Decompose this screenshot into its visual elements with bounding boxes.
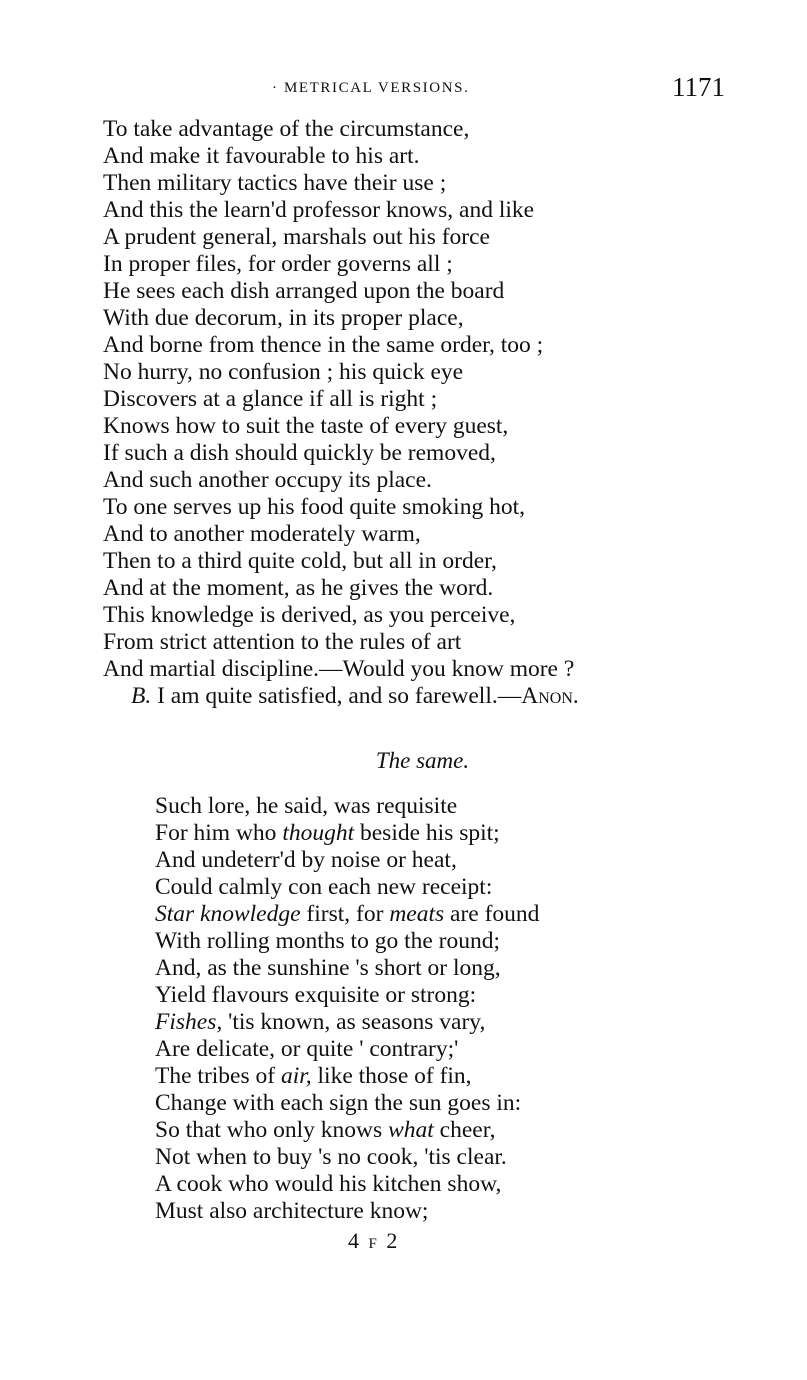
- running-head: [0, 72, 807, 112]
- poem-line: Then military tactics have their use ;: [103, 170, 447, 196]
- poem-a: [103, 116, 579, 710]
- poem-b: [155, 793, 539, 1225]
- poem-line: Discovers at a glance if all is right ;: [103, 386, 438, 412]
- poem-line: Such lore, he said, was requisite: [155, 793, 458, 819]
- poem-line: Not when to buy 's no cook, 'tis clear.: [155, 1144, 507, 1170]
- italic-run: Fishes,: [155, 1009, 223, 1035]
- poem-line: And this the learn'd professor knows, and like: [103, 197, 535, 223]
- italic-run: thought: [282, 820, 355, 846]
- poem-line: To one serves up his food quite smoking hot,: [103, 494, 525, 520]
- poem-line: And such another occupy its place.: [103, 467, 432, 493]
- poem-line: Could calmly con each new receipt:: [155, 874, 493, 900]
- signature-number: 4: [348, 1228, 361, 1253]
- poem-line: [155, 1009, 539, 1036]
- signature-mark: [348, 1228, 399, 1254]
- page-number: 1171: [672, 72, 725, 102]
- text-run: 'tis known, as seasons vary,: [222, 1009, 486, 1035]
- poem-line: [155, 1117, 539, 1144]
- poem-line: Are delicate, or quite ' contrary;': [155, 1036, 459, 1062]
- poem-line: He sees each dish arranged upon the board: [103, 278, 505, 304]
- italic-run: air,: [280, 1063, 312, 1089]
- poem-line: To take advantage of the circumstance,: [103, 116, 470, 142]
- poem-line: No hurry, no confusion ; his quick eye: [103, 359, 464, 385]
- poem-line: And make it favourable to his art.: [103, 143, 420, 169]
- speaker-line: [103, 683, 579, 710]
- text-run: are found: [444, 901, 540, 927]
- poem-line: And to another moderately warm,: [103, 521, 421, 547]
- signature-letter: F: [368, 1236, 379, 1252]
- section-title: The same.: [375, 748, 470, 773]
- poem-line: With due decorum, in its proper place,: [103, 305, 464, 331]
- poem-line: And martial discipline.—Would you know more ?: [103, 656, 575, 682]
- italic-run: what: [388, 1117, 434, 1143]
- poem-line: Knows how to suit the taste of every guest,: [103, 413, 509, 439]
- poem-line: And, as the sunshine 's short or long,: [155, 955, 501, 981]
- poem-line: And borne from thence in the same order, too ;: [103, 332, 544, 358]
- poem-line: A cook who would his kitchen show,: [155, 1171, 502, 1197]
- poem-line: [155, 901, 539, 928]
- poem-line: With rolling months to go the round;: [155, 928, 501, 954]
- speaker-label: B.: [131, 683, 152, 709]
- poem-line: Must also architecture know;: [155, 1198, 429, 1224]
- poem-line: And at the moment, as he gives the word.: [103, 575, 494, 601]
- text-run: The tribes of: [155, 1063, 281, 1089]
- text-run: cheer,: [433, 1117, 496, 1143]
- poem-line: This knowledge is derived, as you perceive,: [103, 602, 516, 628]
- signature-number: 2: [386, 1228, 400, 1253]
- poem-line: Yield flavours exquisite or strong:: [155, 982, 477, 1008]
- attribution: Anon.: [521, 683, 579, 709]
- text-run: beside his spit;: [354, 820, 500, 846]
- running-title: · METRICAL VERSIONS.: [272, 80, 470, 96]
- text-run: like those of fin,: [311, 1063, 472, 1089]
- poem-line: From strict attention to the rules of art: [103, 629, 462, 655]
- poem-line: [155, 1063, 539, 1090]
- poem-line: [155, 820, 539, 847]
- speaker-text: I am quite satisfied, and so farewell.—: [151, 683, 522, 709]
- poem-line: If such a dish should quickly be removed,: [103, 440, 496, 466]
- text-run: first, for: [300, 901, 390, 927]
- poem-line: And undeterr'd by noise or heat,: [155, 847, 457, 873]
- text-run: For him who: [155, 820, 283, 846]
- poem-line: Change with each sign the sun goes in:: [155, 1090, 522, 1116]
- poem-line: In proper files, for order governs all ;: [103, 251, 453, 277]
- text-run: So that who only knows: [155, 1117, 389, 1143]
- italic-run: meats: [389, 901, 445, 927]
- poem-line: A prudent general, marshals out his force: [103, 224, 490, 250]
- italic-run: Star knowledge: [155, 901, 301, 927]
- poem-line: Then to a third quite cold, but all in order,: [103, 548, 497, 574]
